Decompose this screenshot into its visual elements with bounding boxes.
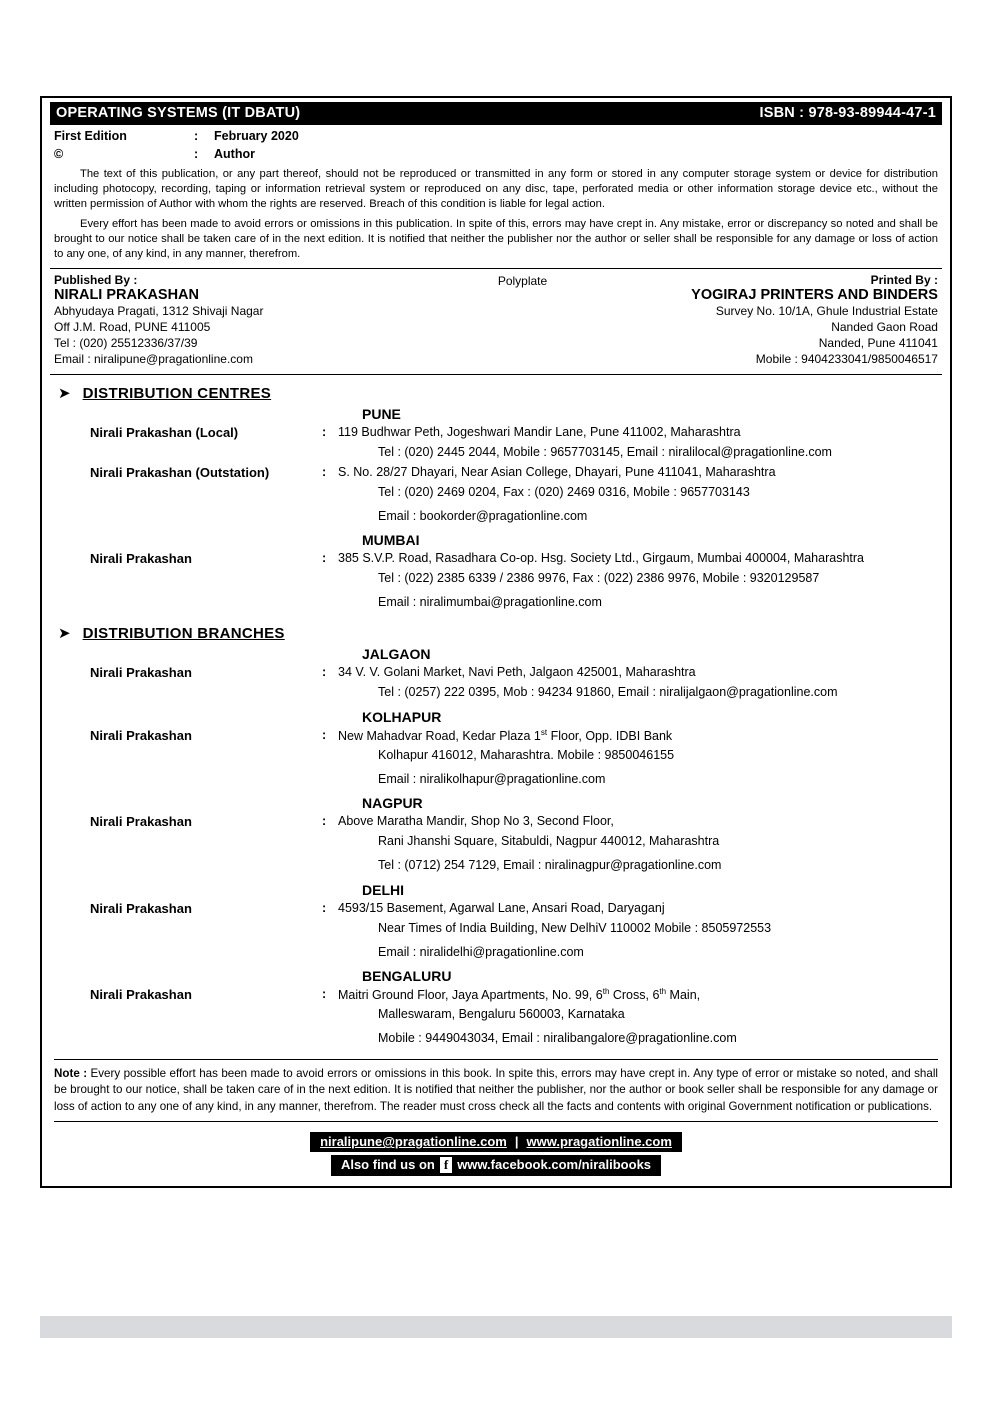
book-title: OPERATING SYSTEMS (IT DBATU) bbox=[56, 105, 301, 121]
publisher-name: NIRALI PRAKASHAN bbox=[54, 286, 199, 303]
entry-address-line: 119 Budhwar Peth, Jogeshwari Mandir Lane, Pune 411002, Maharashtra bbox=[338, 425, 741, 440]
entry-email-line: Email : bookorder@pragationline.com bbox=[378, 508, 588, 523]
copyright-row bbox=[50, 145, 942, 163]
entry-name: Nirali Prakashan bbox=[90, 814, 192, 830]
entry-colon: : bbox=[322, 900, 327, 915]
printer-address-1: Survey No. 10/1A, Ghule Industrial Estate bbox=[715, 304, 938, 319]
entry-address-line-2: Malleswaram, Bengaluru 560003, Karnataka bbox=[378, 1007, 625, 1022]
copyright-value: Author bbox=[214, 147, 255, 162]
city-heading-bengaluru: BENGALURU bbox=[362, 968, 452, 985]
section-heading-distribution-branches bbox=[58, 625, 942, 642]
footer-email-link[interactable]: niralipune@pragationline.com bbox=[320, 1134, 507, 1150]
city-heading-mumbai: MUMBAI bbox=[362, 532, 420, 549]
polyplate-label: Polyplate bbox=[497, 273, 548, 288]
distribution-entry bbox=[50, 728, 942, 743]
city-heading-kolhapur: KOLHAPUR bbox=[362, 708, 442, 725]
footer-separator: | bbox=[514, 1134, 519, 1150]
entry-address-line: Above Maratha Mandir, Shop No 3, Second Floor, bbox=[338, 814, 614, 829]
publisher-email: Email : niralipune@pragationline.com bbox=[54, 352, 253, 367]
entry-name: Nirali Prakashan bbox=[90, 727, 192, 743]
entry-address-line-2: Near Times of India Building, New DelhiV 110002 Mobile : 8505972553 bbox=[378, 920, 772, 935]
arrow-bullet-icon: ➤ bbox=[58, 624, 71, 642]
edition-value: February 2020 bbox=[214, 129, 299, 143]
edition-row bbox=[50, 127, 942, 145]
publisher-address-2: Off J.M. Road, PUNE 411005 bbox=[54, 320, 211, 335]
legal-paragraph-2: Every effort has been made to avoid errors or omissions in this publication. In spite of this, errors may have crept in. Any mistake, error or discrepancy so noted and shall be brought to our notice shall be taken care of in the next edition. It is notified that neither the publisher nor the author or seller shall be responsible for any damage or loss of action to any one, of any kind, in any manner, therefrom. bbox=[54, 217, 938, 260]
title-bar bbox=[50, 102, 942, 125]
entry-name: Nirali Prakashan bbox=[90, 664, 192, 680]
city-heading-delhi: DELHI bbox=[362, 881, 404, 898]
entry-address-line: S. No. 28/27 Dhayari, Near Asian College, Dhayari, Pune 411041, Maharashtra bbox=[338, 464, 776, 479]
footer-facebook-bar bbox=[331, 1155, 661, 1176]
note-block bbox=[54, 1059, 938, 1115]
page-shadow bbox=[40, 1316, 952, 1338]
entry-contact-line: Mobile : 9449043034, Email : niralibangalore@pragationline.com bbox=[378, 1031, 737, 1046]
entry-address-line: 4593/15 Basement, Agarwal Lane, Ansari Road, Daryaganj bbox=[338, 900, 665, 915]
footer-website-link[interactable]: www.pragationline.com bbox=[526, 1134, 672, 1150]
city-heading-pune: PUNE bbox=[362, 406, 401, 423]
published-by-label: Published By : bbox=[54, 272, 138, 287]
distribution-entry bbox=[50, 901, 942, 916]
publisher-block bbox=[54, 273, 425, 368]
arrow-bullet-icon: ➤ bbox=[58, 385, 71, 403]
also-find-us-label: Also find us on bbox=[340, 1157, 435, 1173]
distribution-entry bbox=[50, 814, 942, 829]
city-heading-jalgaon: JALGAON bbox=[362, 645, 431, 662]
section-title: DISTRIBUTION CENTRES bbox=[82, 385, 272, 403]
entry-address-line: 34 V. V. Golani Market, Navi Peth, Jalgaon 425001, Maharashtra bbox=[338, 664, 696, 679]
distribution-entry bbox=[50, 551, 942, 566]
copyright-page bbox=[40, 96, 952, 1188]
publisher-address-1: Abhyudaya Pragati, 1312 Shivaji Nagar bbox=[54, 304, 264, 319]
entry-name: Nirali Prakashan (Local) bbox=[90, 425, 239, 441]
printer-address-3: Nanded, Pune 411041 bbox=[818, 336, 938, 351]
edition-colon: : bbox=[194, 129, 199, 143]
entry-contact-line: Tel : (0712) 254 7129, Email : niralinagpur@pragationline.com bbox=[378, 858, 722, 873]
distribution-entry bbox=[50, 425, 942, 440]
entry-email-line: Email : niralikolhapur@pragationline.com bbox=[378, 771, 606, 786]
entry-address-line: Maitri Ground Floor, Jaya Apartments, No. 99, 6th Cross, 6th Main, bbox=[338, 987, 701, 1003]
publisher-phone: Tel : (020) 25512336/37/39 bbox=[54, 336, 198, 351]
entry-address-line-2: Rani Jhanshi Square, Sitabuldi, Nagpur 440012, Maharashtra bbox=[378, 834, 720, 849]
entry-address-line: 385 S.V.P. Road, Rasadhara Co-op. Hsg. Society Ltd., Girgaum, Mumbai 400004, Maharashtra bbox=[338, 551, 864, 566]
printer-address-2: Nanded Gaon Road bbox=[831, 320, 938, 335]
entry-email-line: Email : niralidelhi@pragationline.com bbox=[378, 944, 584, 959]
entry-contact-line: Kolhapur 416012, Maharashtra. Mobile : 9850046155 bbox=[378, 747, 675, 762]
entry-colon: : bbox=[322, 987, 327, 1002]
footer-facebook-link[interactable]: www.facebook.com/niralibooks bbox=[457, 1157, 652, 1173]
entry-colon: : bbox=[322, 814, 327, 829]
note-label: Note : bbox=[54, 1066, 88, 1080]
divider-3 bbox=[54, 1121, 938, 1122]
printer-name: YOGIRAJ PRINTERS AND BINDERS bbox=[691, 286, 938, 303]
publisher-printer-block bbox=[54, 273, 938, 368]
entry-contact-line: Tel : (020) 2469 0204, Fax : (020) 2469 0316, Mobile : 9657703143 bbox=[378, 484, 750, 499]
entry-colon: : bbox=[322, 425, 327, 440]
divider-1 bbox=[50, 268, 942, 269]
entry-name: Nirali Prakashan (Outstation) bbox=[90, 464, 270, 480]
entry-contact-line: Tel : (022) 2385 6339 / 2386 9976, Fax : (022) 2386 9976, Mobile : 9320129587 bbox=[378, 571, 820, 586]
entry-email-line: Email : niralimumbai@pragationline.com bbox=[378, 595, 602, 610]
distribution-entry bbox=[50, 987, 942, 1002]
entry-contact-line: Tel : (020) 2445 2044, Mobile : 9657703145, Email : niralilocal@pragationline.com bbox=[378, 445, 832, 460]
isbn-label: ISBN : 978-93-89944-47-1 bbox=[759, 105, 936, 121]
distribution-entry bbox=[50, 465, 942, 480]
entry-name: Nirali Prakashan bbox=[90, 900, 192, 916]
entry-colon: : bbox=[322, 551, 327, 566]
facebook-icon: f bbox=[440, 1157, 452, 1173]
entry-colon: : bbox=[322, 727, 327, 742]
divider-2 bbox=[50, 374, 942, 375]
edition-label: First Edition bbox=[54, 129, 127, 143]
section-title: DISTRIBUTION BRANCHES bbox=[82, 624, 285, 642]
entry-colon: : bbox=[322, 664, 327, 679]
entry-colon: : bbox=[322, 464, 327, 479]
copyright-colon: : bbox=[194, 147, 199, 162]
copyright-symbol: © bbox=[54, 147, 64, 162]
entry-address-line: New Mahadvar Road, Kedar Plaza 1st Floor, Opp. IDBI Bank bbox=[338, 727, 673, 743]
printer-mobile: Mobile : 9404233041/9850046517 bbox=[755, 352, 938, 367]
legal-paragraph-1: The text of this publication, or any part thereof, should not be reproduced or transmitted in any form or stored in any computer storage system or device for distribution including photocopy, recording, taping or information retrieval system or reproduced on any disc, tape, perforated media or other information storage device etc., without the written permission of Author with whom the rights are reserved. Breach of this condition is liable for legal action. bbox=[54, 168, 938, 211]
distribution-entry bbox=[50, 665, 942, 680]
entry-name: Nirali Prakashan bbox=[90, 551, 192, 567]
entry-name: Nirali Prakashan bbox=[90, 987, 192, 1003]
city-heading-nagpur: NAGPUR bbox=[362, 795, 423, 812]
footer-contact-bar bbox=[310, 1132, 682, 1152]
note-text: Every possible effort has been made to avoid errors or omissions in this book. In spite this, errors may have crept in. Any type of error or mistake so noted, and shall be brought to our notice, shall be taken care of in the next edition. It is notified that neither the publisher, nor the author or book seller shall be responsible for any damage or loss of action to any one of any kind, in any manner, therefrom. The reader must cross check all the facts and contents with original Government notification or publications. bbox=[54, 1066, 938, 1113]
footer-links bbox=[50, 1132, 942, 1180]
section-heading-distribution-centres bbox=[58, 385, 942, 402]
printer-block bbox=[620, 273, 938, 368]
printed-by-label: Printed By : bbox=[870, 272, 938, 287]
entry-contact-line: Tel : (0257) 222 0395, Mob : 94234 91860, Email : niralijalgaon@pragationline.com bbox=[378, 684, 838, 699]
